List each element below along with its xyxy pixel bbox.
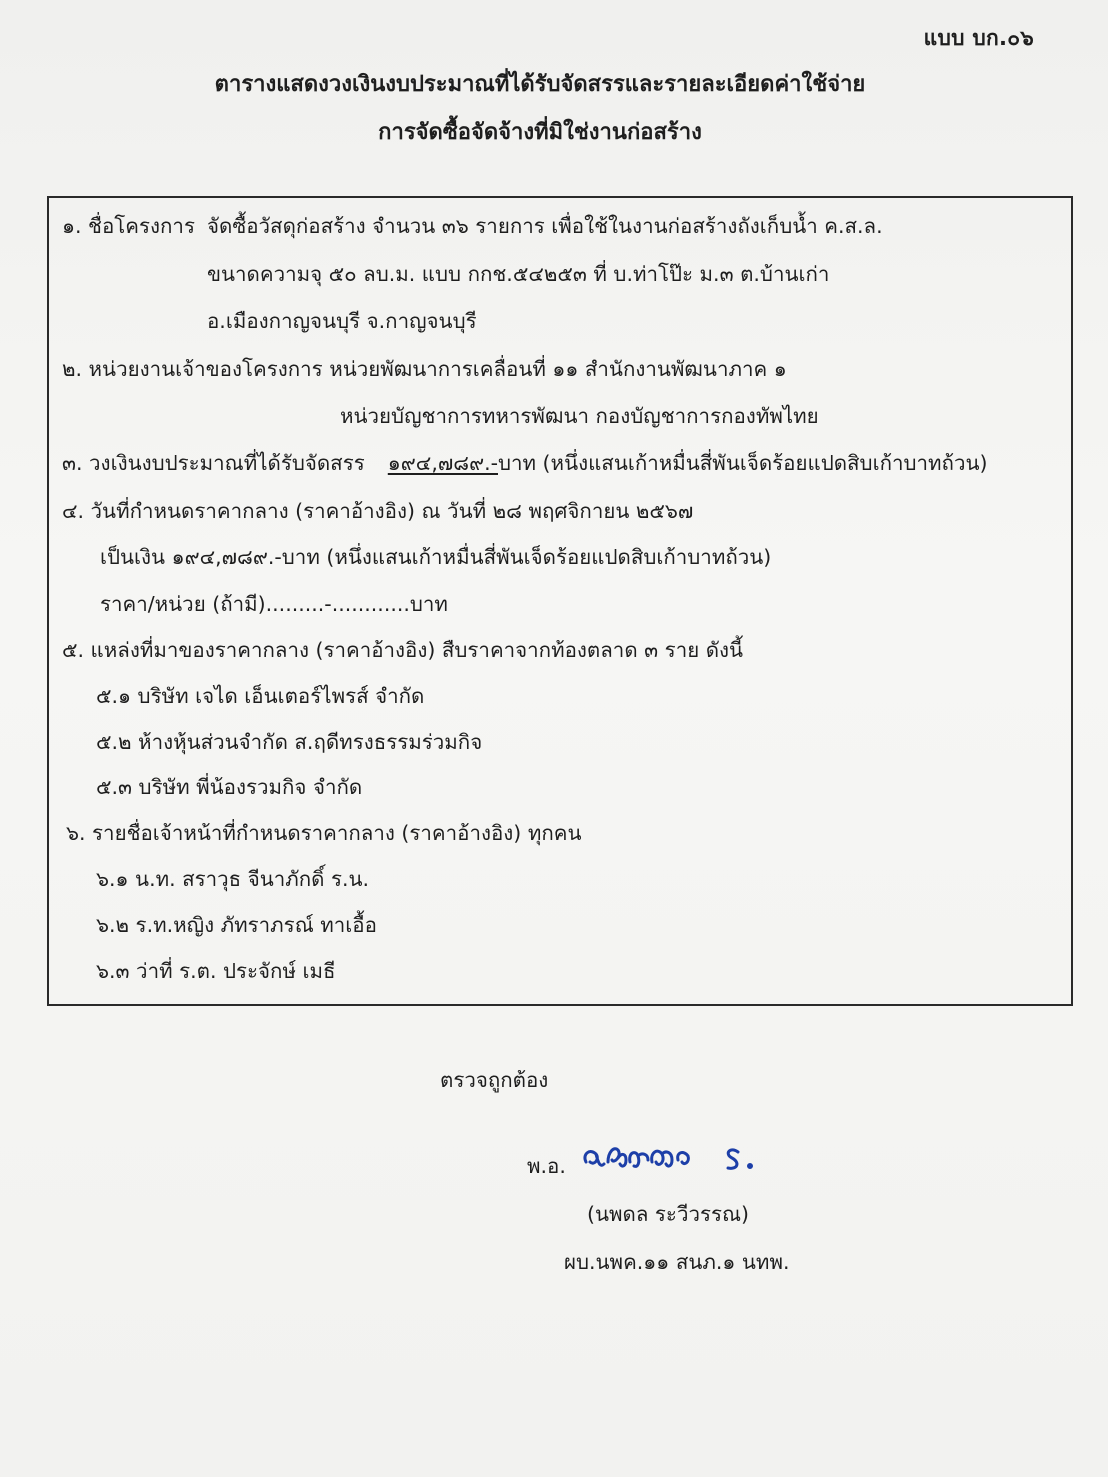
item3-amount: ๑๙๔,๗๘๙.- <box>387 451 498 475</box>
item4-line-1: ๔. วันที่กำหนดราคากลาง (ราคาอ้างอิง) ณ วันที่ ๒๘ พฤศจิกายน ๒๕๖๗ <box>62 499 694 523</box>
signer-name: (นพดล ระวีวรรณ) <box>587 1202 749 1226</box>
item1-label: ๑. ชื่อโครงการ <box>62 214 195 238</box>
item6-officer-1: ๖.๑ น.ท. สราวุธ จีนาภักดิ์ ร.น. <box>96 867 370 891</box>
item2-line-2: หน่วยบัญชาการทหารพัฒนา กองบัญชาการกองทัพไทย <box>340 404 819 428</box>
item5-source-2: ๕.๒ ห้างหุ้นส่วนจำกัด ส.ฤดีทรงธรรมร่วมกิจ <box>96 730 483 754</box>
item4-line-3: ราคา/หน่วย (ถ้ามี).........-............บาท <box>100 592 448 616</box>
item6-officer-3: ๖.๓ ว่าที่ ร.ต. ประจักษ์ เมธี <box>96 959 336 983</box>
handwritten-signature <box>578 1132 788 1180</box>
item3-label: ๓. วงเงินงบประมาณที่ได้รับจัดสรร <box>62 451 365 475</box>
item5-source-3: ๕.๓ บริษัท พี่น้องรวมกิจ จำกัด <box>96 775 363 799</box>
item3-amount-text: บาท (หนึ่งแสนเก้าหมื่นสี่พันเจ็ดร้อยแปดสิบเก้าบาทถ้วน) <box>498 451 988 475</box>
document-title-line-2: การจัดซื้อจัดจ้างที่มิใช่งานก่อสร้าง <box>378 120 702 145</box>
item1-line-3: อ.เมืองกาญจนบุรี จ.กาญจนบุรี <box>207 309 477 333</box>
item2-line-1: ๒. หน่วยงานเจ้าของโครงการ หน่วยพัฒนาการเคลื่อนที่ ๑๑ สำนักงานพัฒนาภาค ๑ <box>62 357 787 381</box>
signer-position: ผบ.นพค.๑๑ สนภ.๑ นทพ. <box>564 1250 790 1274</box>
item6-officer-2: ๖.๒ ร.ท.หญิง ภัทราภรณ์ ทาเอื้อ <box>96 913 377 937</box>
item5-source-1: ๕.๑ บริษัท เจได เอ็นเตอร์ไพรส์ จำกัด <box>96 684 425 708</box>
item6-line-1: ๖. รายชื่อเจ้าหน้าที่กำหนดราคากลาง (ราคาอ้างอิง) ทุกคน <box>66 821 582 845</box>
item3-line <box>62 451 987 476</box>
item1-line-2: ขนาดความจุ ๕๐ ลบ.ม. แบบ กกช.๕๔๒๕๓ ที่ บ.ท่าโป๊ะ ม.๓ ต.บ้านเก่า <box>207 262 830 286</box>
signature-strokes <box>585 1149 752 1169</box>
item5-line-1: ๕. แหล่งที่มาของราคากลาง (ราคาอ้างอิง) สืบราคาจากท้องตลาด ๓ ราย ดังนี้ <box>62 638 744 662</box>
item4-line-2: เป็นเงิน ๑๙๔,๗๘๙.-บาท (หนึ่งแสนเก้าหมื่นสี่พันเจ็ดร้อยแปดสิบเก้าบาทถ้วน) <box>100 545 772 569</box>
item1-line-1: จัดซื้อวัสดุก่อสร้าง จำนวน ๓๖ รายการ เพื่อใช้ในงานก่อสร้างถังเก็บน้ำ ค.ส.ล. <box>207 214 883 238</box>
form-code: แบบ บก.๐๖ <box>923 26 1034 50</box>
verification-label: ตรวจถูกต้อง <box>440 1068 549 1092</box>
document-title-line-1: ตารางแสดงวงเงินงบประมาณที่ได้รับจัดสรรและรายละเอียดค่าใช้จ่าย <box>214 72 866 97</box>
signer-rank: พ.อ. <box>527 1154 566 1178</box>
